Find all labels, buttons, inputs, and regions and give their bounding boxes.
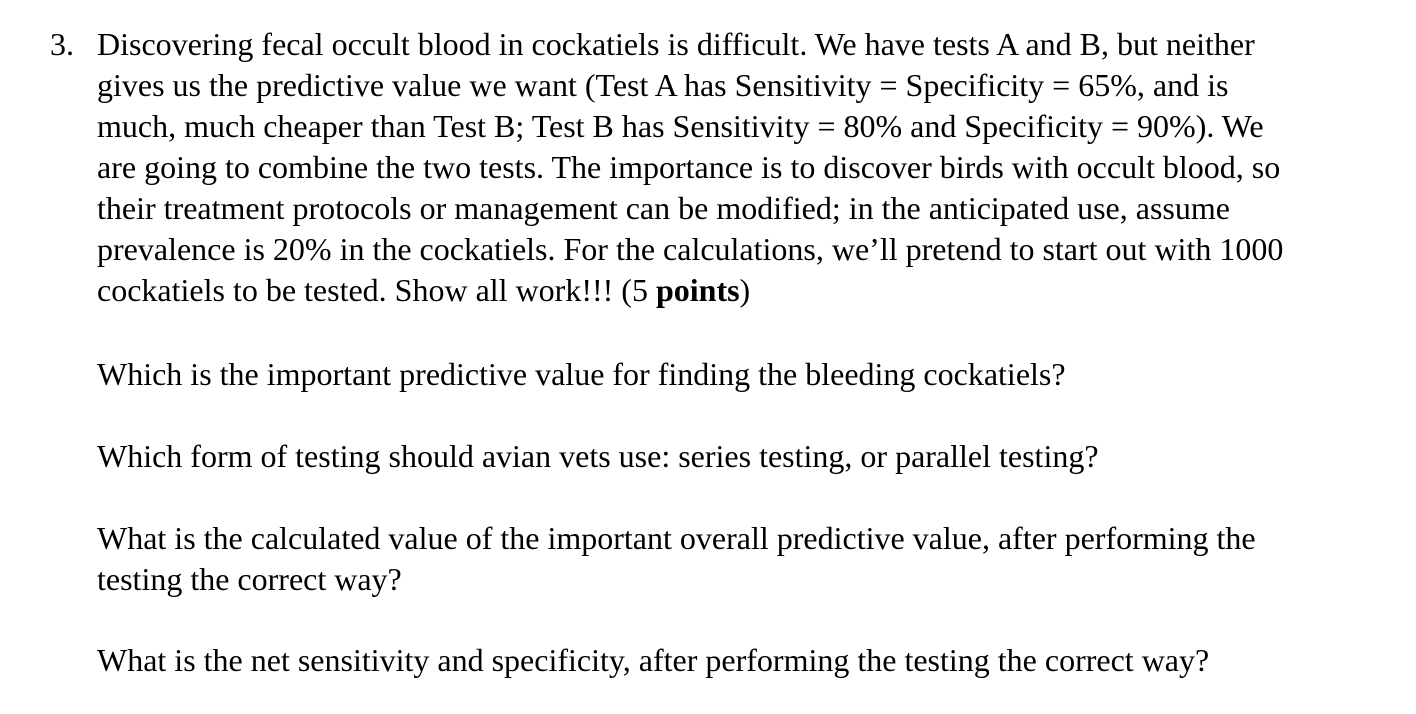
points-label: points (655, 272, 740, 308)
question-net-sensitivity-specificity: What is the net sensitivity and specificity, after performing the testing the correct way? (97, 642, 1210, 678)
statement-line: are going to combine the two tests. The importance is to discover birds with occult blood, so (97, 149, 1281, 185)
statement-line: gives us the predictive value we want (Test A has Sensitivity = Specificity = 65%, and is (97, 67, 1229, 103)
question-calculated-value (97, 518, 1256, 600)
statement-last-line-suffix: ) (739, 272, 751, 308)
problem-statement (97, 24, 1337, 311)
question-testing-form: Which form of testing should avian vets use: series testing, or parallel testing? (97, 438, 1099, 474)
statement-line: their treatment protocols or management can be modified; in the anticipated use, assume (97, 190, 1230, 226)
statement-line: much, much cheaper than Test B; Test B has Sensitivity = 80% and Specificity = 90%). We (97, 108, 1264, 144)
statement-line: prevalence is 20% in the cockatiels. For the calculations, we’ll pretend to start out with 1000 (97, 231, 1284, 267)
question-line: What is the calculated value of the important overall predictive value, after performing the (97, 520, 1256, 556)
question-line: testing the correct way? (97, 561, 402, 597)
statement-last-line-prefix: cockatiels to be tested. Show all work!!! (5 (97, 272, 656, 308)
question-predictive-value: Which is the important predictive value for finding the bleeding cockatiels? (97, 356, 1066, 392)
problem-number: 3. (50, 26, 74, 62)
statement-last-line (97, 270, 1337, 311)
statement-line: Discovering fecal occult blood in cockatiels is difficult. We have tests A and B, but neither (97, 26, 1255, 62)
